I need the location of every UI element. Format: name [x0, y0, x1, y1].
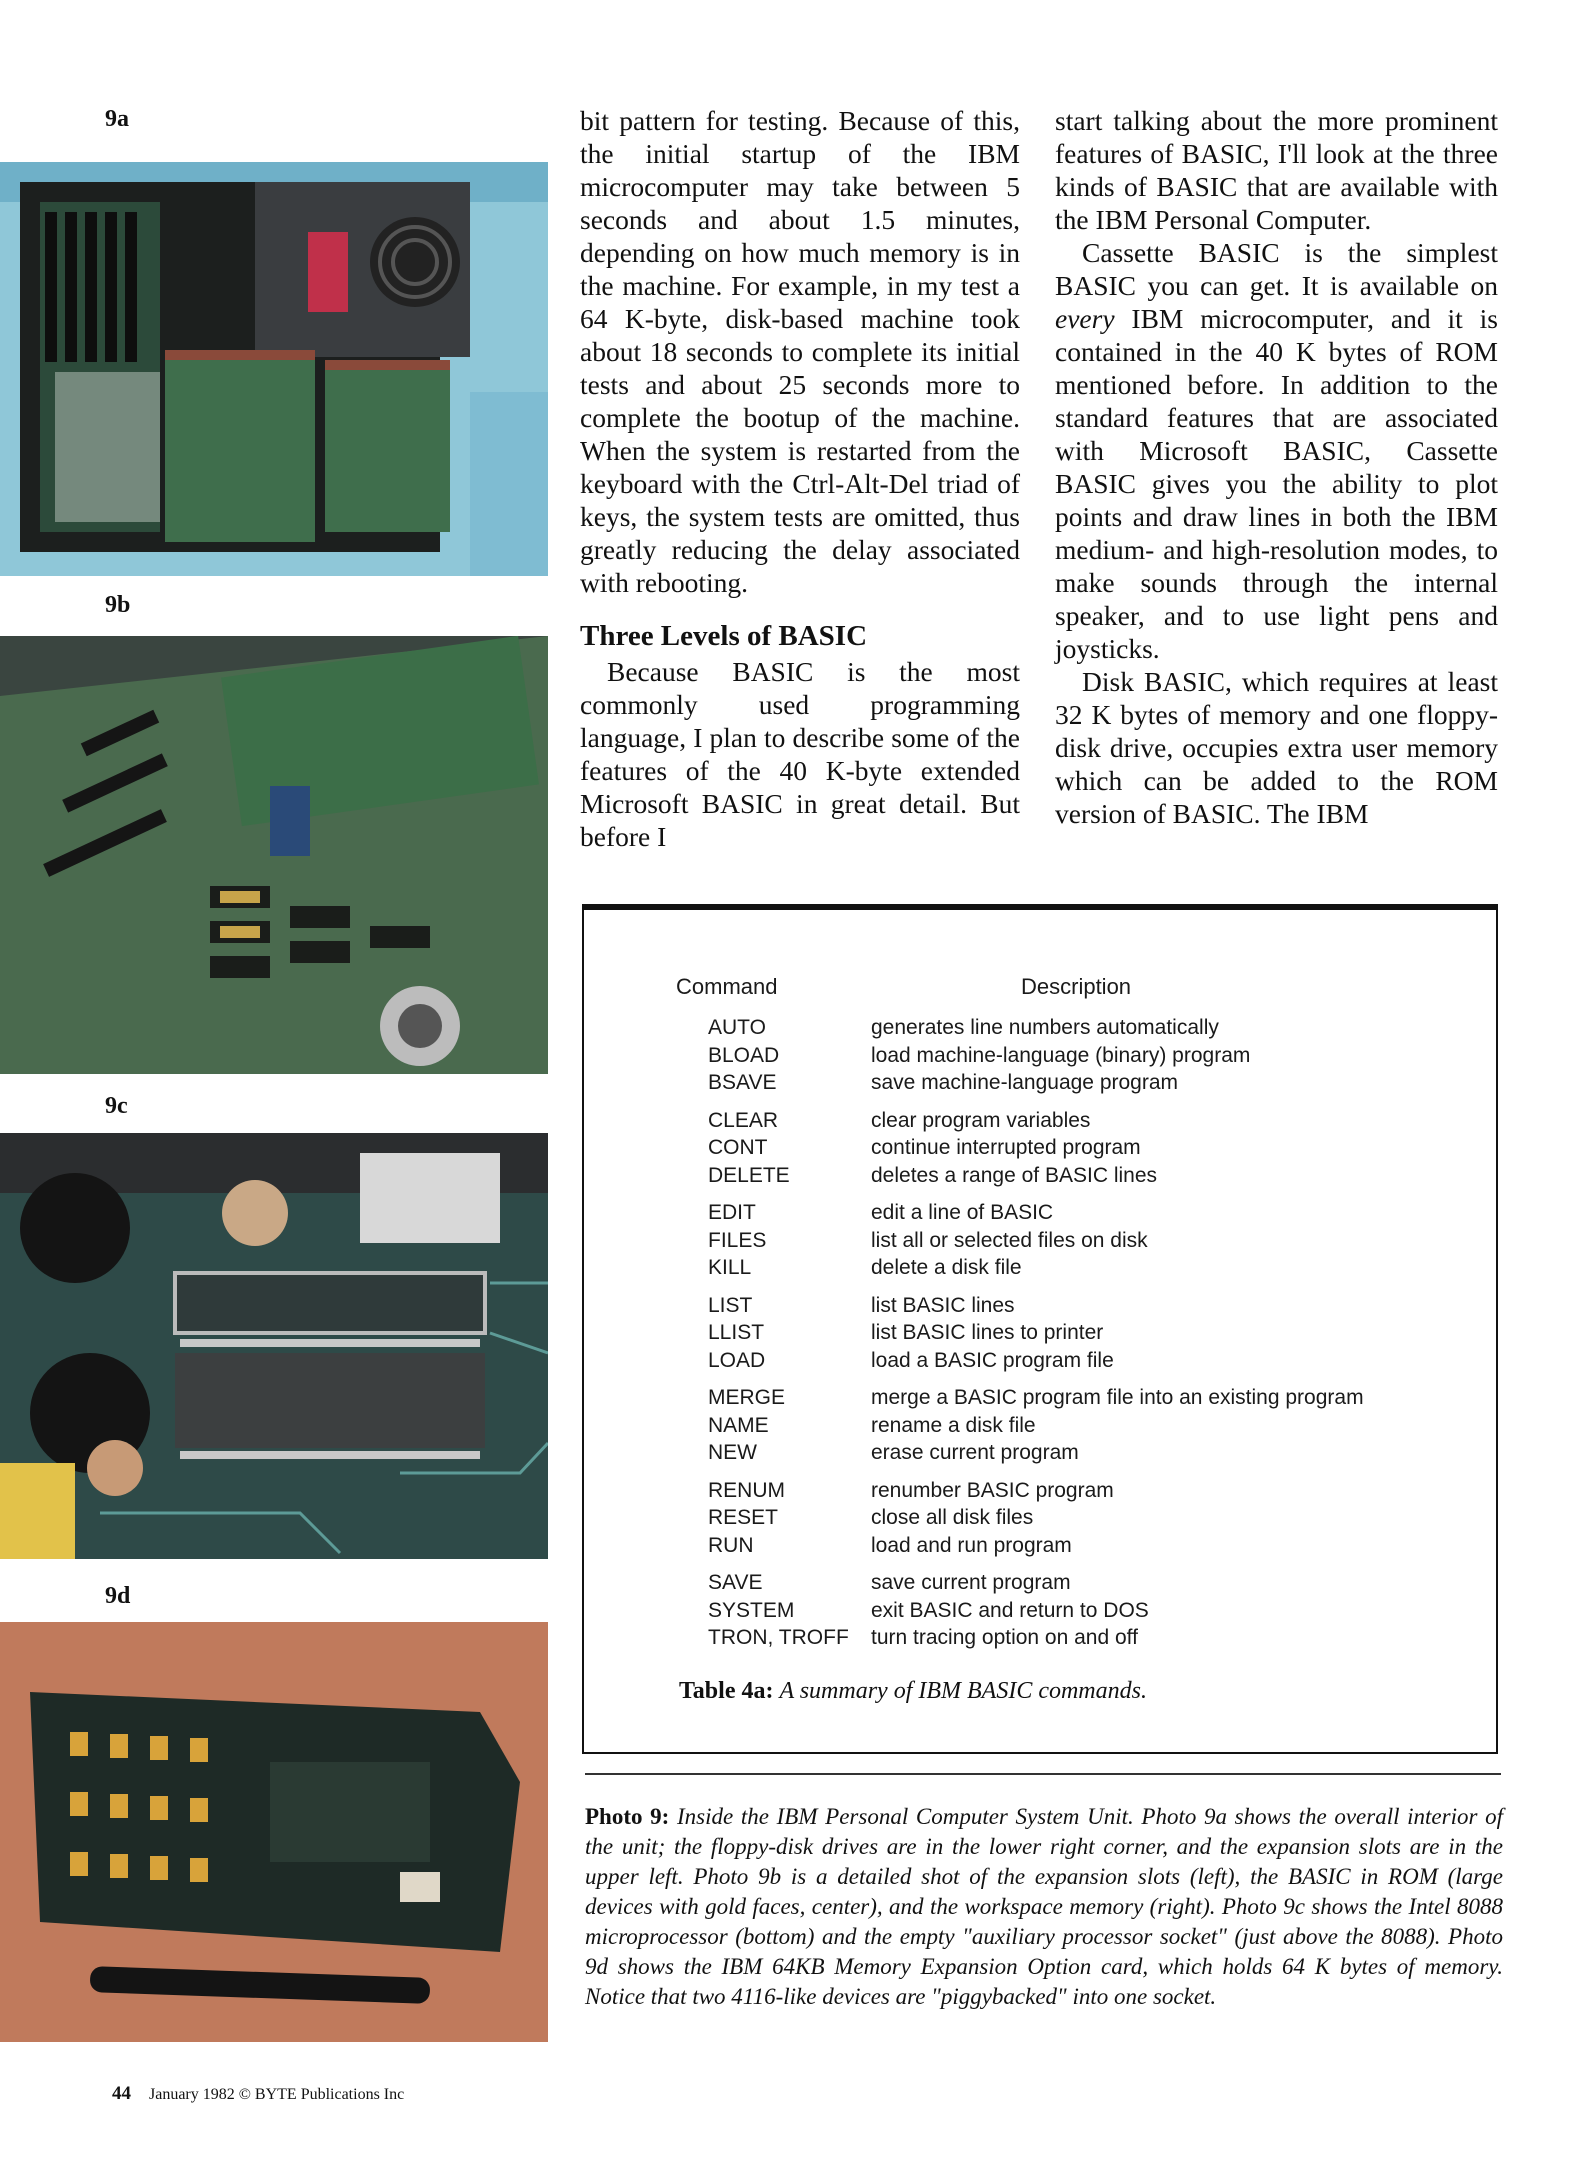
table-header-command: Command	[676, 974, 778, 999]
command-cell: BLOAD	[708, 1043, 780, 1067]
photo-label-9a: 9a	[105, 106, 129, 132]
text-column-2	[1055, 104, 1498, 830]
command-cell: LIST	[708, 1293, 753, 1317]
description-cell: save machine-language program	[871, 1071, 1179, 1094]
command-cell: FILES	[708, 1228, 767, 1252]
command-cell: CONT	[708, 1136, 768, 1159]
col2-p2-text-b: IBM microcomputer, and it is contained in the 40 K bytes of ROM mentioned before. In addition to the standard features that are associated with Microsoft BASIC, Cassette BASIC gives you the ability to plot points and draw lines in both the IBM medium- and high-resolution modes, to make sounds through the internal speaker, and to use light pens and joysticks.	[1055, 303, 1498, 664]
command-cell: LLIST	[708, 1321, 765, 1344]
description-cell: list BASIC lines to printer	[871, 1321, 1104, 1344]
command-cell: EDIT	[708, 1201, 756, 1224]
description-cell: renumber BASIC program	[871, 1478, 1114, 1502]
col1-paragraph-2: Because BASIC is the most commonly used programming language, I plan to describe some of the features of the 40 K-byte extended Microsoft BASIC in great detail. But before I	[580, 656, 1020, 852]
table-caption	[679, 1678, 1147, 1705]
command-cell: DELETE	[708, 1163, 790, 1187]
col2-paragraph-3: Disk BASIC, which requires at least 32 K bytes of memory and one floppy-disk drive, occupies extra user memory which can be added to the ROM version of BASIC. The IBM	[1055, 666, 1498, 829]
photo-label-9b: 9b	[105, 592, 131, 618]
command-cell: SAVE	[708, 1571, 763, 1594]
description-cell: load and run program	[871, 1533, 1072, 1557]
command-cell: BSAVE	[708, 1071, 777, 1094]
command-cell: RENUM	[708, 1478, 785, 1502]
description-cell: merge a BASIC program file into an existing program	[871, 1386, 1364, 1409]
command-cell: SYSTEM	[708, 1598, 795, 1622]
photo-caption-label: Photo 9:	[585, 1804, 670, 1829]
col2-paragraph-2	[1055, 236, 1498, 665]
description-cell: clear program variables	[871, 1108, 1091, 1132]
text-column-1	[580, 104, 1020, 853]
description-cell: exit BASIC and return to DOS	[871, 1598, 1149, 1622]
page-number: 44	[112, 2083, 131, 2104]
description-cell: list all or selected files on disk	[871, 1228, 1148, 1252]
photo-label-9c: 9c	[105, 1093, 128, 1119]
description-cell: edit a line of BASIC	[871, 1201, 1054, 1224]
col2-paragraph-1: start talking about the more prominent features of BASIC, I'll look at the three kinds of BASIC that are available with the IBM Personal Computer.	[1055, 105, 1498, 235]
commands-table	[582, 904, 1498, 1754]
command-cell: MERGE	[708, 1386, 786, 1409]
description-cell: close all disk files	[871, 1506, 1034, 1529]
col2-p2-emphasis: every	[1055, 303, 1115, 334]
description-cell: load a BASIC program file	[871, 1348, 1114, 1372]
description-cell: erase current program	[871, 1441, 1079, 1464]
divider	[585, 1773, 1501, 1775]
table-caption-text: A summary of IBM BASIC commands.	[779, 1678, 1147, 1704]
description-cell: delete a disk file	[871, 1256, 1022, 1279]
description-cell: deletes a range of BASIC lines	[871, 1163, 1158, 1187]
description-cell: rename a disk file	[871, 1413, 1036, 1437]
photo-9a	[0, 162, 548, 576]
description-cell: save current program	[871, 1571, 1071, 1594]
command-cell: NAME	[708, 1413, 769, 1437]
photo-9b	[0, 636, 548, 1074]
table-header-description: Description	[1021, 974, 1132, 999]
col1-paragraph-1: bit pattern for testing. Because of this, the initial startup of the IBM microcomputer may take between 5 seconds and about 1.5 minutes, depending on how much memory is in the machine. For example, in my test a 64 K-byte, disk-based machine took about 18 seconds to complete its initial tests and about 25 seconds more to complete the bootup of the machine. When the system is restarted from the keyboard with the Ctrl-Alt-Del triad of keys, the system tests are omitted, thus greatly reducing the delay associated with rebooting.	[580, 105, 1020, 598]
command-cell: NEW	[708, 1441, 757, 1464]
footer-credit: January 1982 © BYTE Publications Inc	[149, 2086, 405, 2103]
photo-caption-text: Inside the IBM Personal Computer System Unit. Photo 9a shows the overall interior of the unit; the floppy-disk drives are in the lower right corner, and the expansion slots are in the upper left. Photo 9b is a detailed shot of the expansion slots (left), the BASIC in ROM (large devices with gold faces, center), and the workspace memory (right). Photo 9c shows the Intel 8088 microprocessor (bottom) and the empty "auxiliary processor socket" (just above the 8088). Photo 9d shows the IBM 64KB Memory Expansion Option card, which holds 64 K bytes of memory. Notice that two 4116-like devices are "piggybacked" into one socket.	[585, 1804, 1503, 2009]
col2-p2-text-a: Cassette BASIC is the simplest BASIC you can get. It is available on	[1055, 237, 1498, 301]
command-cell: RESET	[708, 1506, 779, 1529]
description-cell: turn tracing option on and off	[871, 1626, 1138, 1649]
command-cell: AUTO	[708, 1016, 766, 1039]
section-heading: Three Levels of BASIC	[580, 620, 868, 652]
description-cell: load machine-language (binary) program	[871, 1043, 1251, 1067]
description-cell: list BASIC lines	[871, 1293, 1015, 1317]
command-cell: LOAD	[708, 1348, 766, 1372]
command-cell: TRON, TROFF	[708, 1626, 849, 1649]
command-cell: KILL	[708, 1256, 752, 1279]
table-caption-label: Table 4a:	[679, 1678, 774, 1704]
description-cell: continue interrupted program	[871, 1136, 1141, 1159]
page-footer	[112, 2083, 404, 2105]
command-cell: RUN	[708, 1533, 754, 1557]
photo-9d	[0, 1622, 548, 2042]
photo-label-9d: 9d	[105, 1583, 131, 1609]
photo-caption	[585, 1802, 1503, 2012]
description-cell: generates line numbers automatically	[871, 1016, 1219, 1039]
command-cell: CLEAR	[708, 1108, 779, 1132]
photo-9c	[0, 1133, 548, 1559]
